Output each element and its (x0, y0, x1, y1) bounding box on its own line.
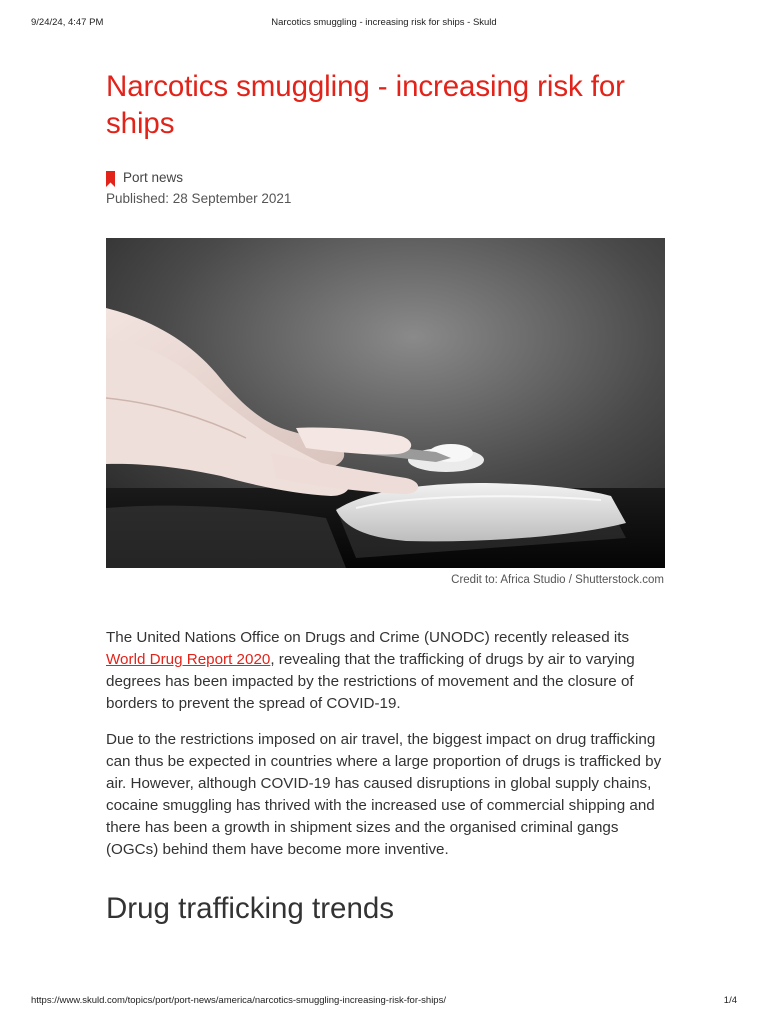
category-tag[interactable] (106, 168, 666, 186)
paragraph-intro (106, 627, 666, 715)
bookmark-icon (106, 171, 115, 187)
image-credit: Credit to: Africa Studio / Shutterstock.com (451, 574, 664, 586)
section-heading: Drug trafficking trends (106, 892, 395, 925)
hero-image (106, 238, 665, 568)
page-url: https://www.skuld.com/topics/port/port-news/america/narcotics-smuggling-increasing-risk-for-ships/ (31, 995, 446, 1006)
world-drug-report-link[interactable]: World Drug Report 2020 (106, 651, 271, 668)
paragraph-trafficking: Due to the restrictions imposed on air travel, the biggest impact on drug trafficking can thus be expected in countries where a large proportion of drugs is trafficked by air. However, although COVID-19 has caused disruptions in global supply chains, cocaine smuggling has thrived with the increased use of commercial shipping and there has been a growth in shipment sizes and the organised criminal gangs (OGCs) behind them have become more inventive. (106, 731, 662, 858)
print-footer (31, 995, 737, 1009)
paragraph-intro-text: The United Nations Office on Drugs and Crime (UNODC) recently released its (106, 629, 630, 646)
article-title: Narcotics smuggling - increasing risk for ships (106, 70, 625, 140)
page-number: 1/4 (723, 995, 737, 1006)
paragraph-intro-rest: , revealing that the trafficking of drugs by air to varying degrees has been impacted by the restrictions of movement and the closure of borders to prevent the spread of COVID-19. (106, 651, 635, 712)
print-page-title: Narcotics smuggling - increasing risk for ships - Skuld (271, 17, 497, 28)
print-header (31, 17, 737, 31)
category-label: Port news (123, 169, 184, 185)
article (106, 68, 666, 927)
published-date: Published: 28 September 2021 (106, 191, 292, 206)
print-datetime: 9/24/24, 4:47 PM (31, 17, 104, 28)
article-meta (106, 168, 666, 206)
